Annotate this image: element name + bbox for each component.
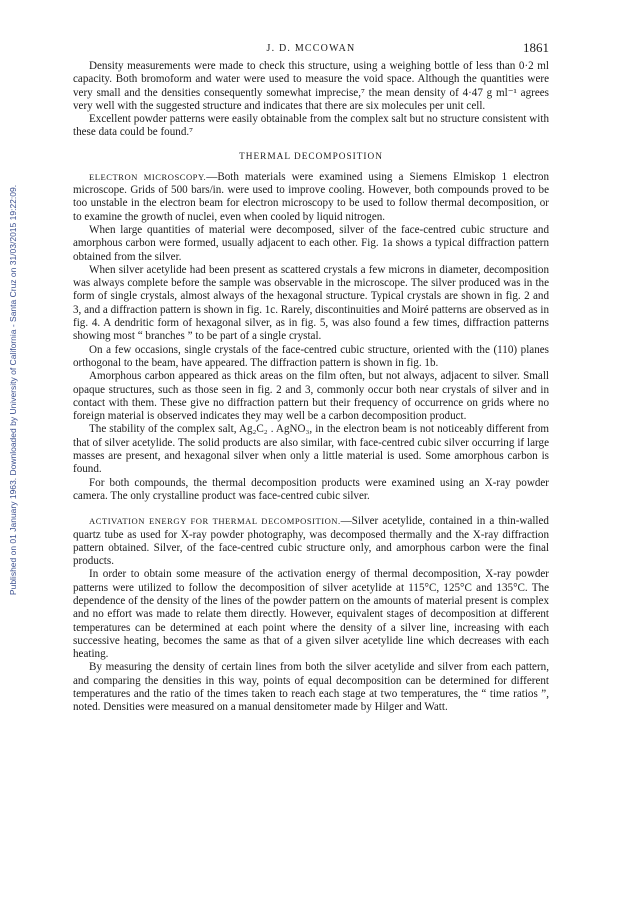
intro-paragraph-1: Density measurements were made to check this structure, using a weighing bottle of less than 0·2 ml capacity. Both bromoform and water were used to measure the void space. Although the quantities were very small and the densities consequently somewhat imprecise,⁷ the mean density of 4·47 g ml⁻¹ agrees very well with the suggested structure and indicates that there are six molecules per unit cell. — [73, 60, 549, 112]
section-gap — [73, 503, 549, 515]
electron-microscopy-lead — [73, 171, 549, 224]
em-paragraph-4: Amorphous carbon appeared as thick areas on the film often, but not always, adjacent to silver. Small opaque structures, such as those seen in fig. 2 and 3, commonly occur both near crystals of silver and in contact with them. These give no diffraction pattern but their frequency of occurrence on grids where no foreign material is observed indicates they may well be a carbon decomposition product. — [73, 370, 549, 423]
paper-page — [73, 40, 549, 715]
download-watermark-text: Published on 01 January 1963. Downloaded by University of California - Santa Cruz on 31/03/2015 19:22:09. — [8, 184, 18, 596]
running-title: J. D. MCCOWAN — [266, 43, 356, 54]
section-title: THERMAL DECOMPOSITION — [239, 151, 383, 162]
activation-energy-lead-text: —Silver acetylide, contained in a thin-walled quartz tube as used for X-ray powder photography, was decomposed thermally and the X-ray diffraction pattern obtained. Silver, of the face-centred cubic structure only, and amorphous carbon were the final products. — [73, 515, 549, 568]
electron-microscopy-lead-text: —Both materials were examined using a Siemens Elmiskop 1 electron microscope. Grids of 500 bars/in. were used to improve cooling. However, both compounds proved to be too unstable in the electron beam for electron microscopy to be used to follow thermal decomposition, or to examine the growth of nuclei, even when cooled by liquid nitrogen. — [73, 170, 549, 223]
activation-energy-lead — [73, 515, 549, 568]
ae-paragraph-2: By measuring the density of certain lines from both the silver acetylide and silver from each pattern, and comparing the densities in this way, points of equal decomposition can be determined for different temperatures and the ratio of the times taken to reach each stage at two temperatures, the “ time ratios ”, noted. Densities were measured on a manual densitometer made by Hilger and Watt. — [73, 661, 549, 714]
em-paragraph-6: For both compounds, the thermal decomposition products were examined using an X-ray powder camera. The only crystalline product was face-centred cubic silver. — [73, 476, 549, 502]
em-paragraph-5: The stability of the complex salt, Ag₂C₂ . AgNO₃, in the electron beam is not noticeably different from that of silver acetylide. The solid products are also similar, with face-centred cubic silver occurring if large masses are present, and hexagonal silver when only a little material is used. Some amorphous carbon is found. — [73, 423, 549, 476]
download-watermark — [7, 100, 19, 680]
em-paragraph-2: When silver acetylide had been present as scattered crystals a few microns in diameter, decomposition was always complete before the sample was observable in the microscope. The silver produced was in the form of single crystals, almost always of the hexagonal structure. Typical crystals are shown in fig. 2 and 3, and a diffraction pattern is shown in fig. 1c. Rarely, discontinuities and Moiré patterns are observed as in fig. 4. A dendritic form of hexagonal silver, as in fig. 5, was also found a few times, diffraction patterns showing most “ branches ” to be part of a single crystal. — [73, 263, 549, 343]
electron-microscopy-heading: ELECTRON MICROSCOPY. — [89, 171, 207, 182]
page-header — [73, 40, 549, 60]
em-paragraph-3: On a few occasions, single crystals of the face-centred cubic structure, oriented with the (110) planes orthogonal to the beam, have appeared. The diffraction pattern is shown in fig. 1b. — [73, 343, 549, 369]
activation-energy-heading: ACTIVATION ENERGY FOR THERMAL DECOMPOSITION. — [89, 516, 341, 527]
em-paragraph-1: When large quantities of material were decomposed, silver of the face-centred cubic structure and amorphous carbon were formed, usually adjacent to each other. Fig. 1a shows a typical diffraction pattern obtained from the silver. — [73, 223, 549, 263]
ae-paragraph-1: In order to obtain some measure of the activation energy of thermal decomposition, X-ray powder patterns were utilized to follow the decomposition of silver acetylide at 115°C, 125°C and 135°C. The dependence of the density of the lines of the powder pattern on the amounts of material present is complex and no effort was made to relate them directly. However, equivalent stages of decomposition at different temperatures can be determined at each point where the density of a silver line, increasing with each successive heating, becomes the same as that of a given silver acetylide line which decreases with each heating. — [73, 568, 549, 661]
intro-paragraph-2: Excellent powder patterns were easily obtainable from the complex salt but no structure consistent with these data could be found.⁷ — [73, 113, 549, 139]
page-number: 1861 — [523, 40, 549, 55]
